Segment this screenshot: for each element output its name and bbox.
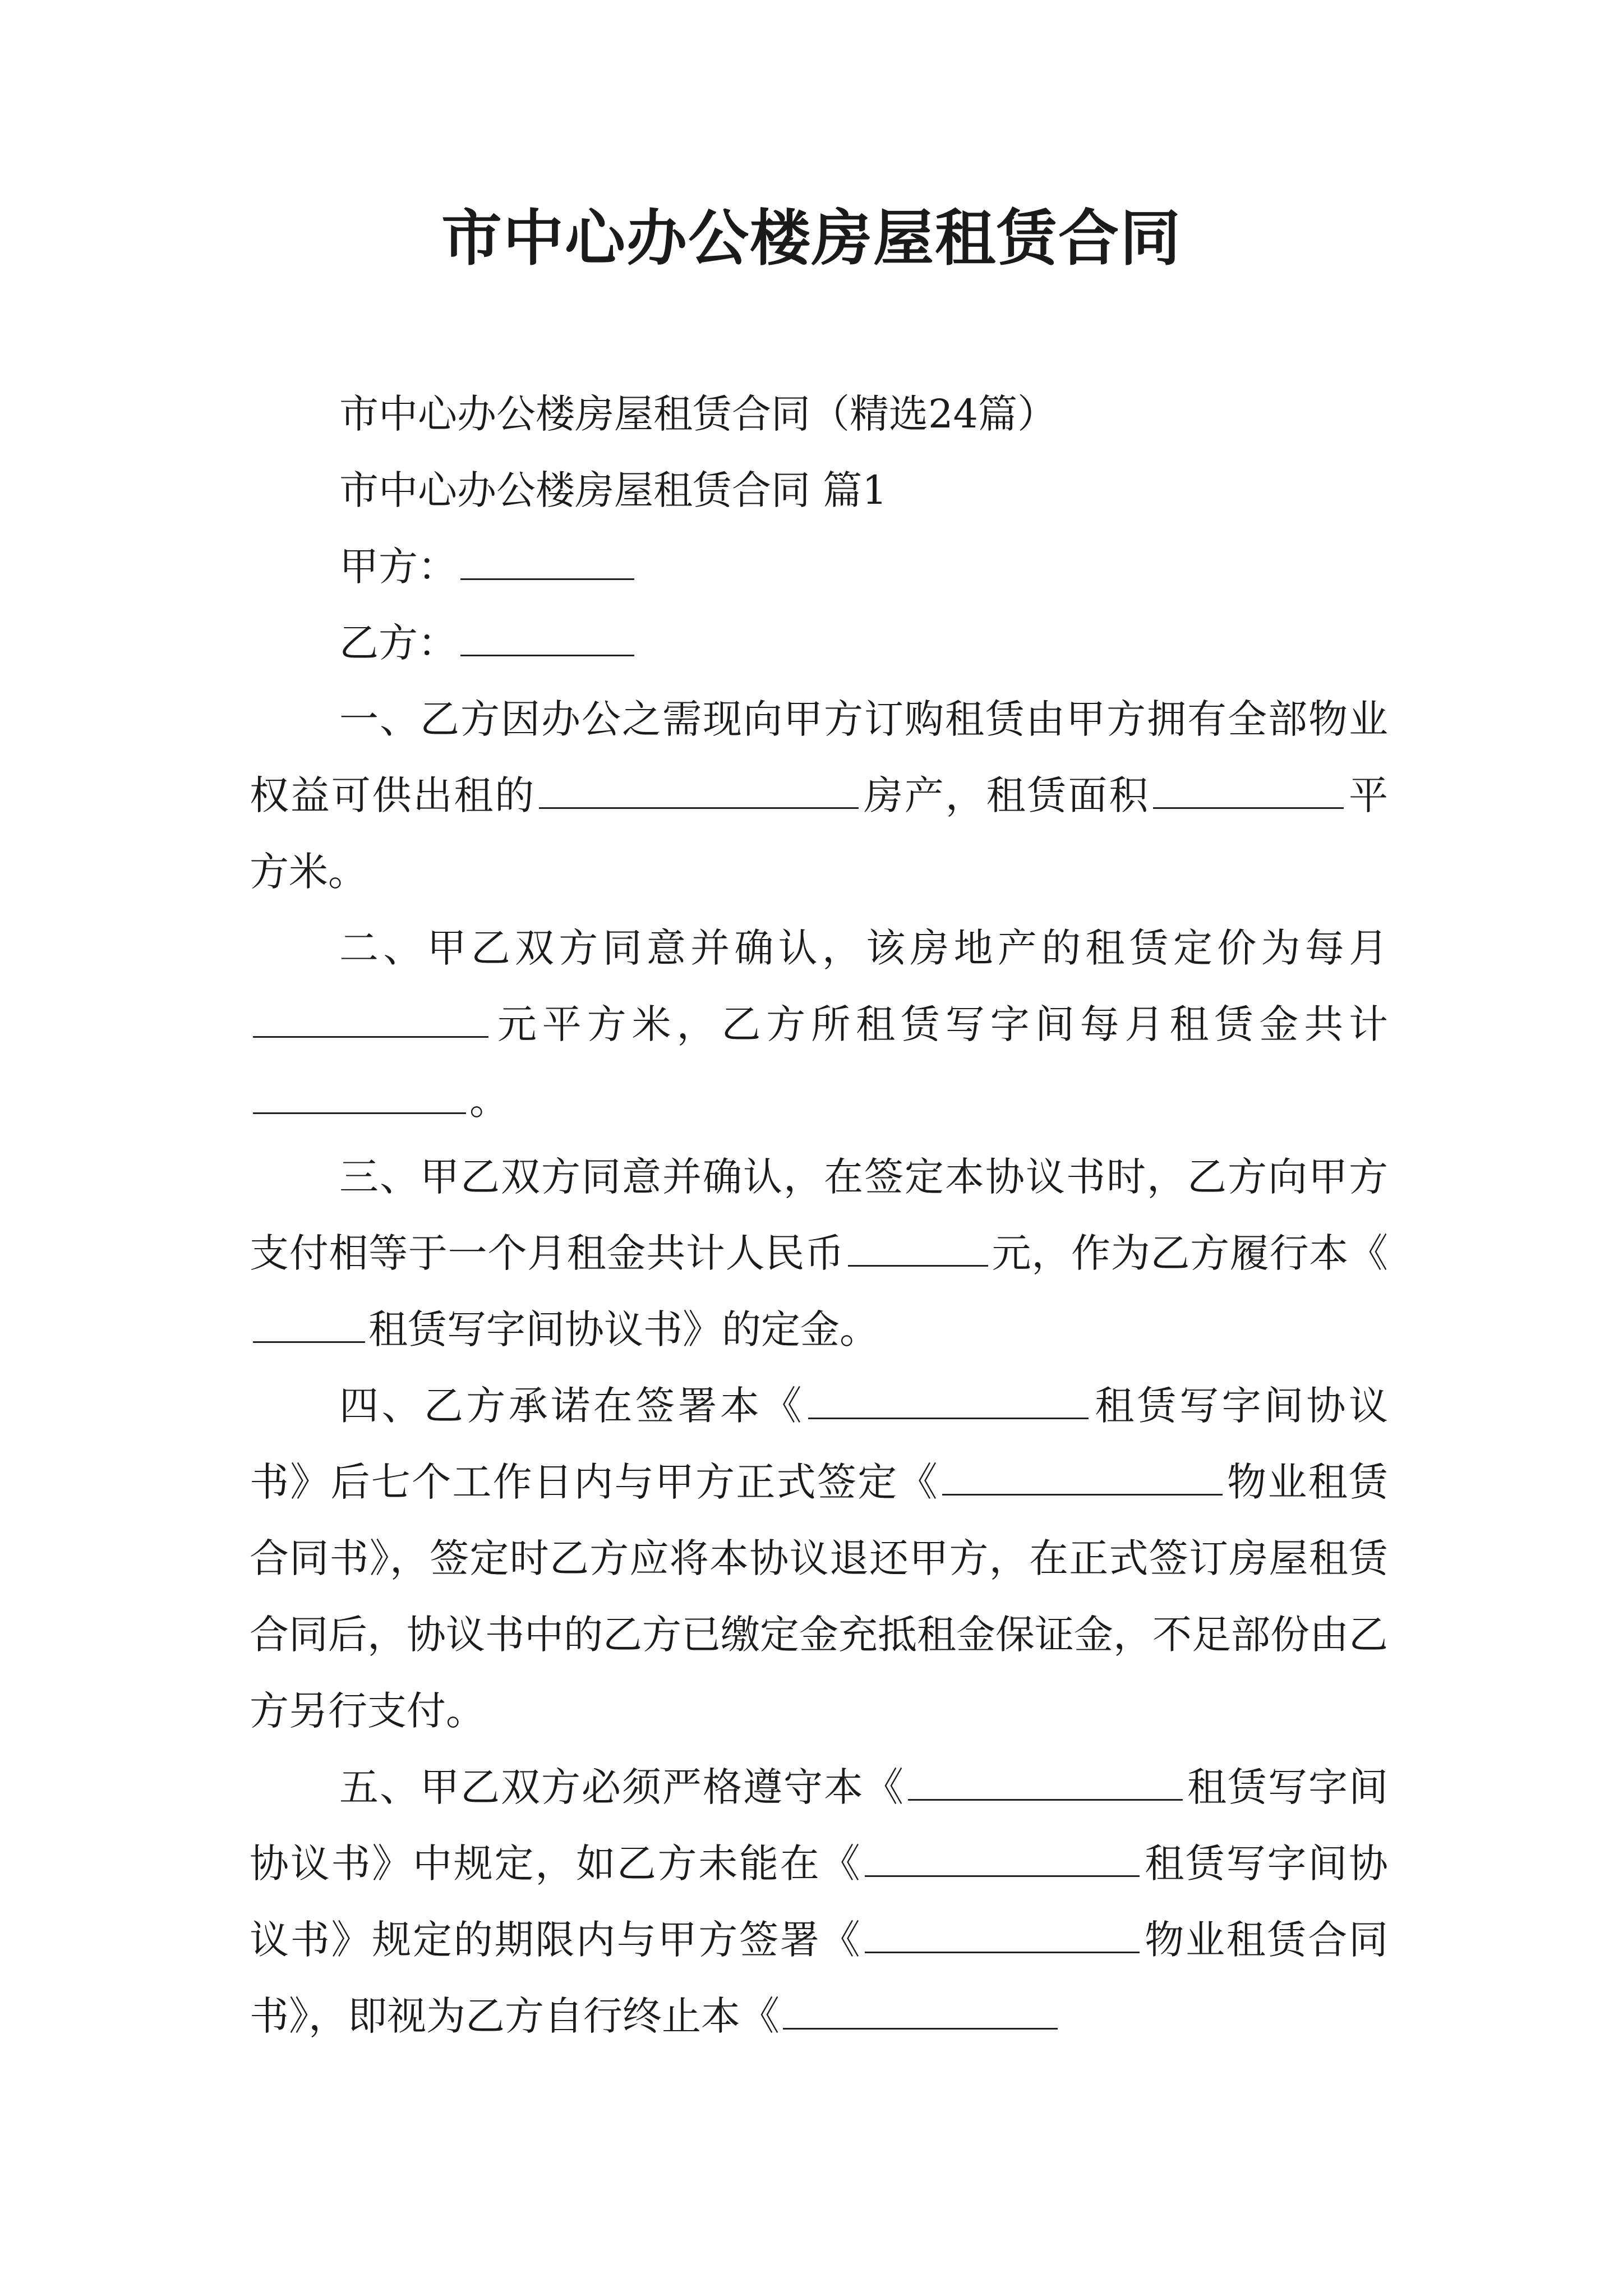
clause-text: 。 [469,1078,509,1124]
clause-text: 二、甲乙双方同意并确认，该房地产的租赁定价为每月 [339,925,1388,971]
blank-field [253,1075,466,1115]
document-title: 市中心办公楼房屋租赁合同 [441,203,1182,274]
clause-text: 平方米。 [250,772,1388,895]
blank-field [865,1915,1140,1954]
blank-field [783,1991,1058,2030]
blank-field [253,999,488,1038]
blank-field [539,770,859,809]
party-b-label: 乙方： [339,620,457,666]
clause-text: 租赁写字间协议书》后七个工作日内与甲方正式签定《 [250,1383,1389,1505]
clause-text: 五、甲乙双方必须严格遵守本《 [339,1764,905,1810]
clause-3 [250,1139,1388,1368]
party-a-blank [460,541,634,581]
blank-field [908,1762,1183,1801]
blank-field [942,1457,1223,1496]
clause-text: 四、乙方承诺在签署本《 [339,1383,805,1429]
document-subtitle: 市中心办公楼房屋租赁合同（精选24篇） [339,391,1057,437]
clause-text: 租赁写字间协议书》规定的期限内与甲方签署《 [250,1841,1389,1963]
clause-4 [250,1368,1388,1749]
blank-field [253,1304,365,1343]
clause-2 [250,910,1388,1139]
document-body [250,376,1388,2054]
clause-text: 元平方米，乙方所租赁写字间每月租赁金共计 [492,1001,1388,1047]
clause-text: 租赁写字间协议书》中规定，如乙方未能在《 [250,1764,1388,1887]
clause-text: 房产，租赁面积 [862,772,1150,818]
clause-text: 三、甲乙双方同意并确认，在签定本协议书时，乙方向甲方支付相等于一个月租金共计人民币 [250,1154,1388,1276]
blank-field [808,1381,1089,1420]
section-heading: 市中心办公楼房屋租赁合同 篇1 [339,467,887,513]
clause-1 [250,681,1388,910]
clause-text: 租赁写字间协议书》的定金。 [368,1306,879,1352]
clause-text: 物业租赁合同书》，签定时乙方应将本协议退还甲方，在正式签订房屋租赁合同后，协议书中的乙方已缴定金充抵租金保证金，不足部份由乙方另行支付。 [250,1459,1389,1734]
blank-field [1153,770,1344,809]
party-a-line [250,528,1388,605]
blank-field [848,1228,988,1267]
party-a-label: 甲方： [339,544,457,590]
party-b-line [250,605,1388,681]
blank-field [865,1838,1140,1878]
party-b-blank [460,618,634,657]
clause-text: 物业租赁合同书》，即视为乙方自行终止本《 [250,1917,1389,2039]
clause-text: 一、乙方因办公之需现向甲方订购租赁由甲方拥有全部物业权益可供出租的 [250,696,1388,818]
clause-text: 元，作为乙方履行本《 [991,1230,1389,1276]
clause-5 [250,1749,1388,2054]
